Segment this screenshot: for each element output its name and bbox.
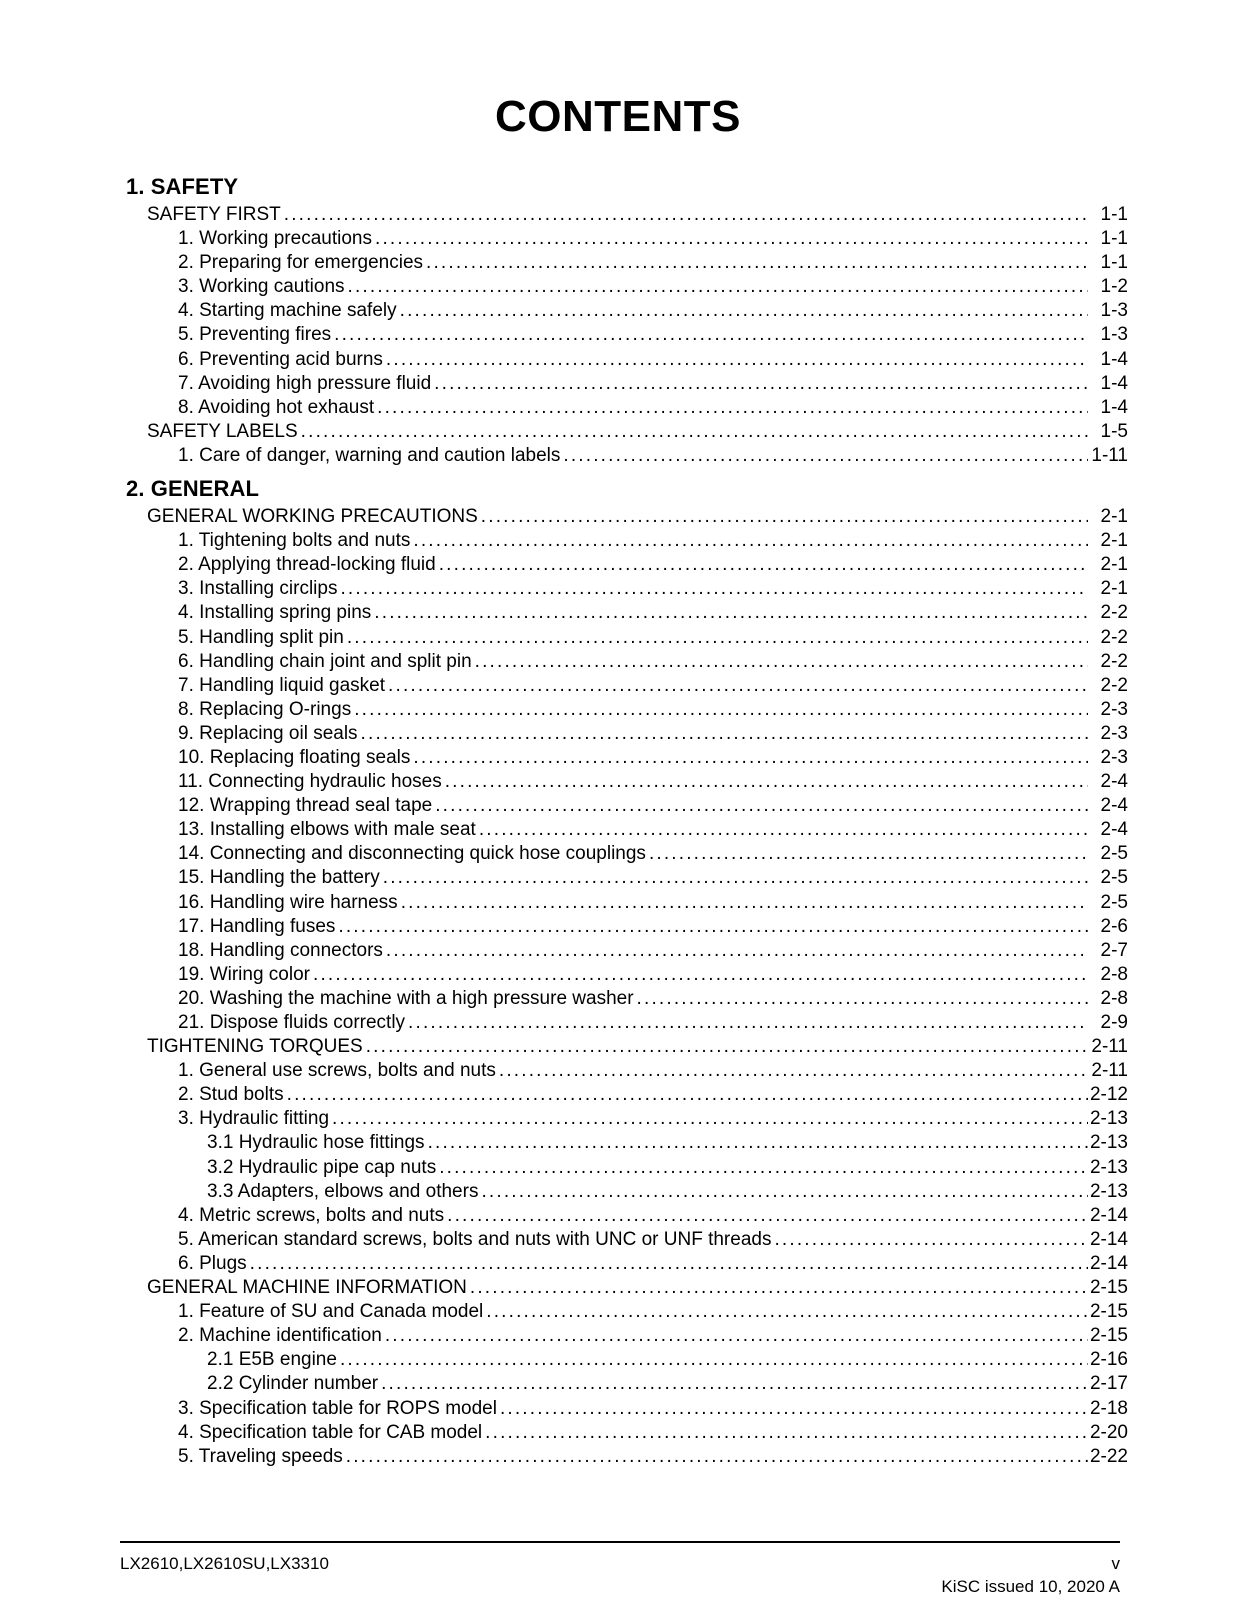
toc-entry-label: SAFETY FIRST: [147, 204, 281, 225]
toc-entry-page-number: 2-1: [1100, 530, 1128, 552]
toc-chapter-heading: 2. GENERAL: [126, 476, 260, 502]
toc-dot-leader: [413, 746, 1088, 770]
toc-entry[interactable]: [0, 1180, 1236, 1204]
toc-entry[interactable]: [0, 420, 1236, 444]
toc-entry-label: 3. Installing circlips: [178, 578, 338, 600]
toc-entry-label: 2. Stud bolts: [178, 1084, 284, 1106]
toc-entry-label: 2.2 Cylinder number: [207, 1373, 379, 1395]
page-footer: [120, 1552, 1120, 1598]
toc-entry[interactable]: [0, 1324, 1236, 1348]
toc-entry[interactable]: [0, 939, 1236, 963]
toc-entry-page-number: 2-22: [1089, 1445, 1128, 1467]
toc-entry-label: 1. Feature of SU and Canada model: [178, 1301, 484, 1323]
toc-entry-page-number: 2-11: [1091, 1036, 1128, 1058]
toc-dot-leader: [388, 674, 1088, 698]
toc-entry-page-number: 2-13: [1089, 1132, 1128, 1154]
toc-entry-label: 5. Preventing fires: [178, 324, 332, 346]
toc-dot-leader: [499, 1059, 1088, 1083]
toc-entry-page-number: 2-16: [1089, 1349, 1128, 1371]
footer-issue-note: KiSC issued 10, 2020 A: [941, 1577, 1120, 1596]
toc-entry-label: 3. Working cautions: [178, 276, 345, 298]
toc-dot-leader: [426, 251, 1088, 275]
toc-dot-leader: [479, 818, 1088, 842]
toc-entry[interactable]: [0, 1372, 1236, 1396]
toc-entry-label: 10. Replacing floating seals: [178, 746, 411, 768]
toc-entry-page-number: 2-5: [1100, 867, 1128, 889]
toc-dot-leader: [366, 1035, 1088, 1059]
toc-dot-leader: [347, 626, 1088, 650]
toc-entry-page-number: 2-3: [1100, 722, 1128, 744]
toc-entry-label: 2. Machine identification: [178, 1325, 382, 1347]
toc-entry[interactable]: [0, 1204, 1236, 1228]
toc-entry[interactable]: [0, 505, 1236, 529]
toc-entry-page-number: 1-1: [1100, 204, 1128, 225]
toc-dot-leader: [313, 963, 1088, 987]
toc-entry-label: 4. Metric screws, bolts and nuts: [178, 1204, 445, 1226]
toc-entry-page-number: 2-11: [1091, 1060, 1128, 1082]
toc-entry[interactable]: [0, 1300, 1236, 1324]
toc-entry-page-number: 2-2: [1100, 674, 1128, 696]
toc-entry[interactable]: [0, 299, 1236, 323]
toc-entry-label: TIGHTENING TORQUES: [147, 1036, 363, 1058]
page-title: CONTENTS: [495, 92, 741, 141]
toc-entry-label: 17. Handling fuses: [178, 915, 336, 937]
toc-entry-label: 3. Specification table for ROPS model: [178, 1397, 497, 1419]
toc-dot-leader: [408, 1011, 1088, 1035]
toc-dot-leader: [385, 1324, 1088, 1348]
toc-entry-label: 11. Connecting hydraulic hoses: [178, 771, 442, 793]
toc-entry[interactable]: [0, 987, 1236, 1011]
table-of-contents: [0, 173, 1236, 1469]
toc-entry-page-number: 2-7: [1100, 939, 1128, 961]
toc-dot-leader: [401, 891, 1088, 915]
toc-dot-leader: [439, 553, 1088, 577]
toc-entry[interactable]: [0, 674, 1236, 698]
toc-entry-label: 3.1 Hydraulic hose fittings: [207, 1132, 425, 1154]
toc-dot-leader: [301, 420, 1088, 444]
toc-entry[interactable]: [0, 1059, 1236, 1083]
toc-dot-leader: [439, 1156, 1088, 1180]
toc-entry-page-number: 2-14: [1089, 1204, 1128, 1226]
toc-dot-leader: [340, 577, 1088, 601]
toc-entry[interactable]: [0, 698, 1236, 722]
toc-dot-leader: [377, 396, 1088, 420]
toc-dot-leader: [346, 1445, 1088, 1469]
toc-dot-leader: [334, 323, 1088, 347]
toc-dot-leader: [481, 1180, 1088, 1204]
toc-entry[interactable]: [0, 1276, 1236, 1300]
toc-entry-page-number: 1-1: [1100, 228, 1128, 250]
toc-entry[interactable]: [0, 866, 1236, 890]
toc-entry[interactable]: [0, 818, 1236, 842]
toc-dot-leader: [447, 1204, 1088, 1228]
toc-entry[interactable]: [0, 891, 1236, 915]
toc-dot-leader: [485, 1421, 1088, 1445]
toc-entry[interactable]: [0, 251, 1236, 275]
toc-entry-label: 7. Handling liquid gasket: [178, 674, 386, 696]
toc-entry-page-number: 1-11: [1091, 444, 1128, 466]
toc-entry-label: 3. Hydraulic fitting: [178, 1108, 330, 1130]
toc-dot-leader: [400, 299, 1088, 323]
toc-entry-label: 14. Connecting and disconnecting quick hose couplings: [178, 843, 646, 865]
toc-entry-label: 1. Care of danger, warning and caution labels: [178, 444, 561, 466]
toc-entry-page-number: 2-9: [1100, 1012, 1128, 1033]
toc-entry[interactable]: [0, 577, 1236, 601]
toc-entry-page-number: 2-17: [1089, 1373, 1128, 1395]
toc-entry-label: 21. Dispose fluids correctly: [178, 1012, 406, 1033]
toc-entry-label: 20. Washing the machine with a high pressure washer: [178, 987, 634, 1009]
toc-entry[interactable]: [0, 203, 1236, 227]
toc-entry-label: 2. Applying thread-locking fluid: [178, 554, 436, 576]
toc-dot-leader: [470, 1276, 1088, 1300]
toc-chapter: [0, 475, 1236, 1469]
toc-entry-page-number: 2-1: [1100, 578, 1128, 600]
toc-entry-label: 16. Handling wire harness: [178, 891, 398, 913]
toc-dot-leader: [413, 529, 1088, 553]
toc-entry-page-number: 2-6: [1100, 915, 1128, 937]
toc-entry[interactable]: [0, 746, 1236, 770]
toc-entry-label: 3.3 Adapters, elbows and others: [207, 1180, 479, 1202]
toc-entry[interactable]: [0, 915, 1236, 939]
toc-entry[interactable]: [0, 1011, 1236, 1035]
toc-dot-leader: [284, 203, 1088, 227]
toc-chapter: [0, 173, 1236, 468]
toc-entry[interactable]: [0, 1228, 1236, 1252]
toc-dot-leader: [375, 227, 1088, 251]
toc-dot-leader: [434, 372, 1088, 396]
toc-entry[interactable]: [0, 722, 1236, 746]
toc-entry[interactable]: [0, 1445, 1236, 1469]
toc-dot-leader: [637, 987, 1088, 1011]
toc-dot-leader: [774, 1228, 1088, 1252]
toc-entry-label: 5. Traveling speeds: [178, 1445, 343, 1467]
toc-entry-page-number: 1-4: [1100, 348, 1128, 370]
toc-entry-label: 4. Starting machine safely: [178, 300, 397, 322]
toc-entry[interactable]: [0, 1107, 1236, 1131]
toc-entry-page-number: 1-4: [1100, 396, 1128, 418]
footer-page-number: v: [1111, 1554, 1120, 1573]
toc-entry-page-number: 2-8: [1100, 963, 1128, 985]
toc-entry[interactable]: [0, 553, 1236, 577]
toc-entry-page-number: 2-14: [1089, 1252, 1128, 1274]
toc-dot-leader: [445, 770, 1088, 794]
toc-entry-page-number: 2-13: [1089, 1156, 1128, 1178]
toc-entry[interactable]: [0, 1421, 1236, 1445]
toc-entry-page-number: 2-13: [1089, 1180, 1128, 1202]
toc-entry[interactable]: [0, 529, 1236, 553]
toc-entry[interactable]: [0, 1083, 1236, 1107]
toc-entry-label: 9. Replacing oil seals: [178, 722, 358, 744]
toc-entry-label: 2. Preparing for emergencies: [178, 252, 424, 274]
footer-model-list: LX2610,LX2610SU,LX3310: [120, 1554, 329, 1573]
toc-entry-page-number: 2-2: [1100, 602, 1128, 624]
toc-entry[interactable]: [0, 1131, 1236, 1155]
toc-entry[interactable]: [0, 601, 1236, 625]
toc-dot-leader: [381, 1372, 1088, 1396]
toc-entry-page-number: 1-4: [1100, 372, 1128, 394]
toc-entry-page-number: 2-1: [1100, 506, 1128, 528]
toc-dot-leader: [386, 939, 1088, 963]
toc-dot-leader: [649, 842, 1088, 866]
toc-entry[interactable]: [0, 1252, 1236, 1276]
toc-entry-page-number: 2-2: [1100, 626, 1128, 648]
toc-entry-page-number: 2-4: [1100, 795, 1128, 817]
toc-entry-label: 12. Wrapping thread seal tape: [178, 795, 433, 817]
toc-dot-leader: [354, 698, 1088, 722]
toc-entry[interactable]: [0, 396, 1236, 420]
toc-entry-label: 2.1 E5B engine: [207, 1349, 337, 1371]
toc-entry-label: 3.2 Hydraulic pipe cap nuts: [207, 1156, 437, 1178]
toc-dot-leader: [338, 915, 1088, 939]
toc-entry-label: 6. Handling chain joint and split pin: [178, 650, 472, 672]
toc-entry-page-number: 2-3: [1100, 698, 1128, 720]
toc-entry-label: 18. Handling connectors: [178, 939, 383, 961]
toc-entry[interactable]: [0, 1156, 1236, 1180]
toc-entry-page-number: 2-18: [1089, 1397, 1128, 1419]
toc-entry-page-number: 1-3: [1100, 300, 1128, 322]
toc-dot-leader: [287, 1083, 1088, 1107]
toc-dot-leader: [361, 722, 1088, 746]
toc-chapter-heading: 1. SAFETY: [126, 174, 239, 199]
toc-entry-label: 4. Installing spring pins: [178, 602, 372, 624]
toc-entry-page-number: 1-1: [1100, 252, 1128, 274]
toc-dot-leader: [428, 1131, 1088, 1155]
toc-dot-leader: [374, 601, 1088, 625]
toc-entry-label: 8. Avoiding hot exhaust: [178, 396, 375, 418]
toc-dot-leader: [250, 1252, 1088, 1276]
toc-dot-leader: [383, 866, 1088, 890]
toc-entry[interactable]: [0, 794, 1236, 818]
toc-entry-page-number: 2-1: [1100, 554, 1128, 576]
toc-entry-page-number: 2-5: [1100, 843, 1128, 865]
toc-entry-page-number: 2-12: [1089, 1084, 1128, 1106]
toc-entry-label: 6. Plugs: [178, 1252, 247, 1274]
toc-dot-leader: [481, 505, 1088, 529]
toc-entry[interactable]: [0, 444, 1236, 468]
toc-entry-label: 1. Working precautions: [178, 228, 372, 250]
toc-entry-page-number: 1-3: [1100, 324, 1128, 346]
toc-entry[interactable]: [0, 842, 1236, 866]
toc-entry-page-number: 2-8: [1100, 987, 1128, 1009]
toc-entry-page-number: 2-15: [1089, 1277, 1128, 1299]
toc-entry-label: GENERAL MACHINE INFORMATION: [147, 1277, 467, 1299]
toc-entry-label: 5. American standard screws, bolts and nuts with UNC or UNF threads: [178, 1228, 772, 1250]
toc-dot-leader: [486, 1300, 1088, 1324]
toc-entry-label: 4. Specification table for CAB model: [178, 1421, 483, 1443]
toc-entry[interactable]: [0, 650, 1236, 674]
toc-dot-leader: [332, 1107, 1088, 1131]
toc-entry-label: 19. Wiring color: [178, 963, 310, 985]
toc-entry-page-number: 2-15: [1089, 1325, 1128, 1347]
toc-entry-page-number: 2-5: [1100, 891, 1128, 913]
footer-divider: [120, 1541, 1120, 1543]
toc-dot-leader: [475, 650, 1088, 674]
toc-entry-page-number: 2-4: [1100, 819, 1128, 841]
toc-entry-label: 6. Preventing acid burns: [178, 348, 383, 370]
toc-dot-leader: [340, 1348, 1088, 1372]
toc-entry-page-number: 1-5: [1100, 420, 1128, 442]
toc-entry-page-number: 2-15: [1089, 1301, 1128, 1323]
toc-dot-leader: [348, 275, 1088, 299]
toc-entry-label: 1. Tightening bolts and nuts: [178, 530, 411, 552]
toc-entry-page-number: 2-20: [1089, 1421, 1128, 1443]
toc-dot-leader: [500, 1397, 1088, 1421]
toc-entry-label: SAFETY LABELS: [147, 420, 298, 442]
toc-entry-page-number: 2-4: [1100, 771, 1128, 793]
toc-entry-page-number: 2-3: [1100, 746, 1128, 768]
toc-entry-label: 1. General use screws, bolts and nuts: [178, 1060, 496, 1082]
toc-entry-label: 7. Avoiding high pressure fluid: [178, 372, 432, 394]
toc-entry[interactable]: [0, 227, 1236, 251]
toc-entry-page-number: 2-13: [1089, 1108, 1128, 1130]
toc-entry[interactable]: [0, 1348, 1236, 1372]
toc-entry-label: 8. Replacing O-rings: [178, 698, 352, 720]
toc-entry[interactable]: [0, 770, 1236, 794]
toc-entry-label: 5. Handling split pin: [178, 626, 344, 648]
toc-entry[interactable]: [0, 1035, 1236, 1059]
toc-entry-label: GENERAL WORKING PRECAUTIONS: [147, 506, 478, 528]
toc-entry-page-number: 2-14: [1089, 1228, 1128, 1250]
toc-entry[interactable]: [0, 275, 1236, 299]
toc-dot-leader: [435, 794, 1088, 818]
toc-entry-label: 15. Handling the battery: [178, 867, 380, 889]
toc-entry[interactable]: [0, 323, 1236, 347]
toc-entry-page-number: 1-2: [1100, 276, 1128, 298]
toc-entry-label: 13. Installing elbows with male seat: [178, 819, 476, 841]
toc-entry[interactable]: [0, 963, 1236, 987]
toc-dot-leader: [386, 348, 1088, 372]
toc-entry[interactable]: [0, 626, 1236, 650]
toc-entry[interactable]: [0, 348, 1236, 372]
toc-entry[interactable]: [0, 1397, 1236, 1421]
toc-entry-page-number: 2-2: [1100, 650, 1128, 672]
toc-entry[interactable]: [0, 372, 1236, 396]
toc-dot-leader: [563, 444, 1088, 468]
